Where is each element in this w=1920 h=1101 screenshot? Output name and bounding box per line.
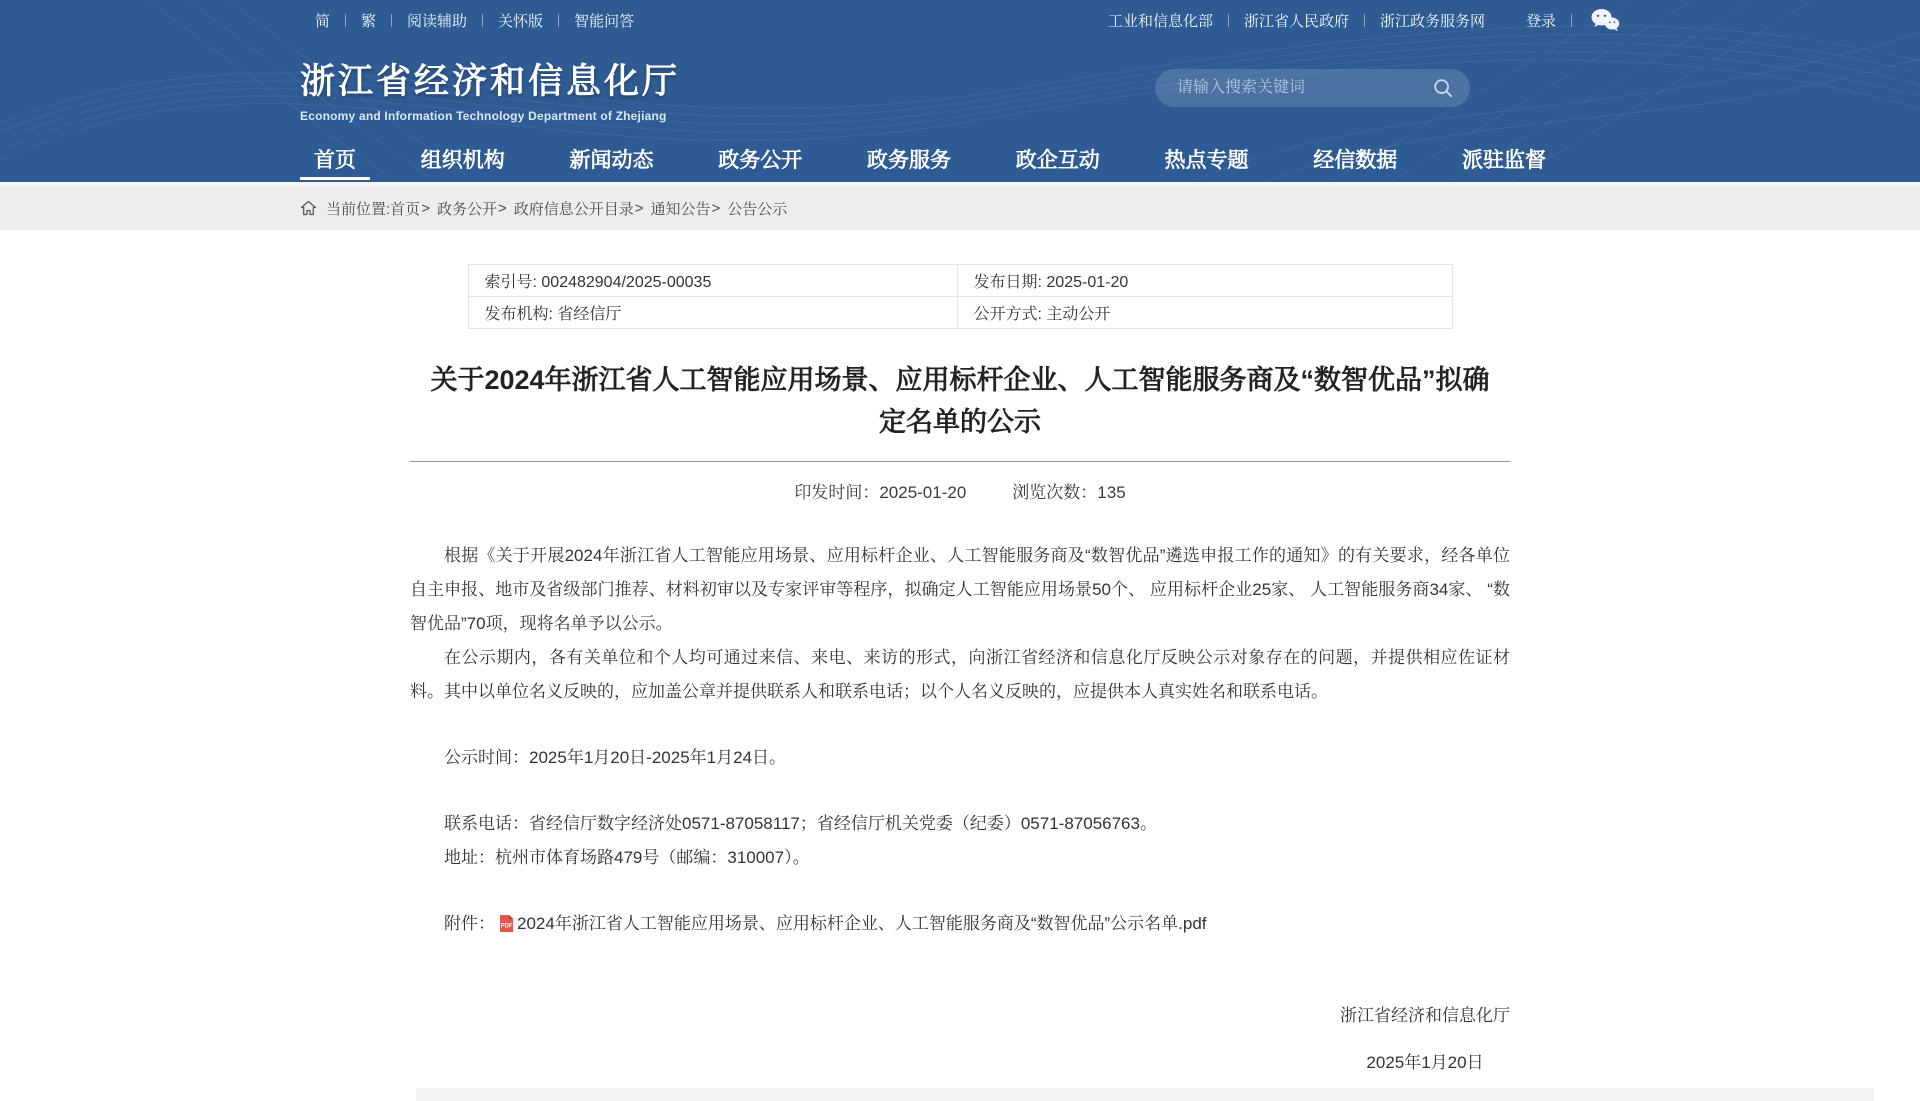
print-time-label: 印发时间： xyxy=(794,483,880,502)
logo-subtitle: Economy and Information Technology Department of Zhejiang xyxy=(300,108,667,123)
nav-item-gov-disclosure[interactable]: 政务公开 xyxy=(718,149,803,172)
paragraph-address: 地址：杭州市体育场路479号（邮编：310007）。 xyxy=(444,848,810,867)
nav-item-supervision[interactable]: 派驻监督 xyxy=(1462,149,1546,172)
breadcrumb-separator: > xyxy=(634,199,644,217)
site-logo[interactable] xyxy=(300,54,680,123)
divider xyxy=(1228,14,1229,27)
doc-meta xyxy=(410,478,1510,503)
nav-item-news[interactable]: 新闻动态 xyxy=(569,149,654,172)
wechat-icon[interactable] xyxy=(1590,8,1620,33)
divider xyxy=(482,14,483,27)
page-title: 关于2024年浙江省人工智能应用场景、应用标杆企业、人工智能服务商及“数智优品”拟确定名单的公示 xyxy=(430,365,1490,437)
divider xyxy=(391,14,392,27)
utility-bar xyxy=(300,0,1620,40)
breadcrumb-band xyxy=(0,182,1920,230)
breadcrumb-separator: > xyxy=(421,199,430,217)
divider xyxy=(1571,14,1572,27)
nav-item-organization[interactable]: 组织机构 xyxy=(420,149,505,172)
search-box xyxy=(1155,69,1470,107)
lang-simplified-link[interactable]: 简 xyxy=(315,12,331,30)
nav-item-interaction[interactable]: 政企互动 xyxy=(1015,149,1100,172)
table-row xyxy=(468,265,1452,297)
divider xyxy=(558,14,559,27)
views-label: 浏览次数： xyxy=(1012,483,1098,502)
breadcrumb-item-disclosure[interactable]: 政务公开 xyxy=(436,200,497,218)
breadcrumb-item-home[interactable]: 首页 xyxy=(390,200,421,218)
doc-info-table xyxy=(468,264,1453,329)
footer-top-strip xyxy=(416,1088,1874,1101)
signature-date: 2025年1月20日 xyxy=(1366,1053,1484,1072)
print-time-value: 2025-01-20 xyxy=(879,483,967,502)
login-link[interactable]: 登录 xyxy=(1525,12,1556,30)
svg-text:PDF: PDF xyxy=(500,923,513,930)
breadcrumb-separator: > xyxy=(497,199,507,217)
nav-item-data[interactable]: 经信数据 xyxy=(1313,149,1398,172)
info-cell-index-number: 索引号: 002482904/2025-00035 xyxy=(468,265,957,297)
home-icon xyxy=(300,200,317,216)
search-icon xyxy=(1432,77,1454,99)
pdf-icon xyxy=(499,910,514,944)
divider xyxy=(1364,14,1365,27)
link-miit[interactable]: 工业和信息化部 xyxy=(1107,12,1213,30)
reading-assist-link[interactable]: 阅读辅助 xyxy=(407,12,468,30)
utility-right xyxy=(1093,8,1620,33)
breadcrumb xyxy=(300,198,1620,219)
attachment-label: 附件： xyxy=(444,914,495,933)
table-row xyxy=(468,297,1452,329)
link-zhejiang-service-portal[interactable]: 浙江政务服务网 xyxy=(1379,12,1485,30)
nav-item-hot-topics[interactable]: 热点专题 xyxy=(1164,149,1249,172)
attachment-link[interactable]: 2024年浙江省人工智能应用场景、应用标杆企业、人工智能服务商及“数智优品”公示名单.pdf xyxy=(517,914,1207,933)
logo-row xyxy=(300,40,1620,136)
document-main xyxy=(410,264,1510,1080)
breadcrumb-separator: > xyxy=(711,199,721,217)
utility-left xyxy=(300,10,649,31)
breadcrumb-item-catalog[interactable]: 政府信息公开目录 xyxy=(513,200,634,218)
paragraph-publicity-period: 公示时间：2025年1月20日-2025年1月24日。 xyxy=(444,748,787,767)
views-value: 135 xyxy=(1097,483,1126,502)
link-zhejiang-gov[interactable]: 浙江省人民政府 xyxy=(1243,12,1349,30)
info-cell-issuing-agency: 发布机构: 省经信厅 xyxy=(468,297,957,329)
breadcrumb-item-notices[interactable]: 通知公告 xyxy=(650,200,711,218)
lang-traditional-link[interactable]: 繁 xyxy=(361,12,377,30)
info-cell-publish-date: 发布日期: 2025-01-20 xyxy=(957,265,1452,297)
title-divider xyxy=(410,461,1510,462)
site-header xyxy=(0,0,1920,182)
signature-org: 浙江省经济和信息化厅 xyxy=(1340,1006,1510,1025)
article-body xyxy=(410,539,1510,1080)
main-nav xyxy=(300,136,1560,182)
search-input[interactable] xyxy=(1175,78,1426,98)
divider xyxy=(345,14,346,27)
logo-title: 浙江省经济和信息化厅 xyxy=(300,61,681,101)
paragraph-basis: 根据《关于开展2024年浙江省人工智能应用场景、应用标杆企业、人工智能服务商及“数智优品”遴选申报工作的通知》的有关要求，经各单位自主申报、地市及省级部门推荐、材料初审以及专家评审等程序，拟确定人工智能应用场景50个、 应用标杆企业25家、 人工智能服务商34家、 “数智优品”70项，现将名单予以公示。 xyxy=(410,546,1510,633)
nav-item-home[interactable]: 首页 xyxy=(300,136,370,182)
search-button[interactable] xyxy=(1426,75,1460,101)
paragraph-contact-phones: 联系电话：省经信厅数字经济处0571-87058117；省经信厅机关党委（纪委）0571-87056763。 xyxy=(444,814,1157,833)
nav-item-gov-services[interactable]: 政务服务 xyxy=(867,149,951,172)
elderly-version-link[interactable]: 关怀版 xyxy=(498,12,544,30)
paragraph-feedback: 在公示期内，各有关单位和个人均可通过来信、来电、来访的形式，向浙江省经济和信息化厅反映公示对象存在的问题，并提供相应佐证材料。其中以单位名义反映的，应加盖公章并提供联系人和联系电话；以个人名义反映的，应提供本人真实姓名和联系电话。 xyxy=(410,648,1510,701)
info-cell-disclosure-method: 公开方式: 主动公开 xyxy=(957,297,1452,329)
breadcrumb-item-announcements[interactable]: 公告公示 xyxy=(727,200,788,218)
smart-qa-link[interactable]: 智能问答 xyxy=(574,12,635,30)
signature xyxy=(410,999,1510,1080)
attachment-row xyxy=(410,907,1510,944)
breadcrumb-prefix: 当前位置: xyxy=(326,200,391,218)
